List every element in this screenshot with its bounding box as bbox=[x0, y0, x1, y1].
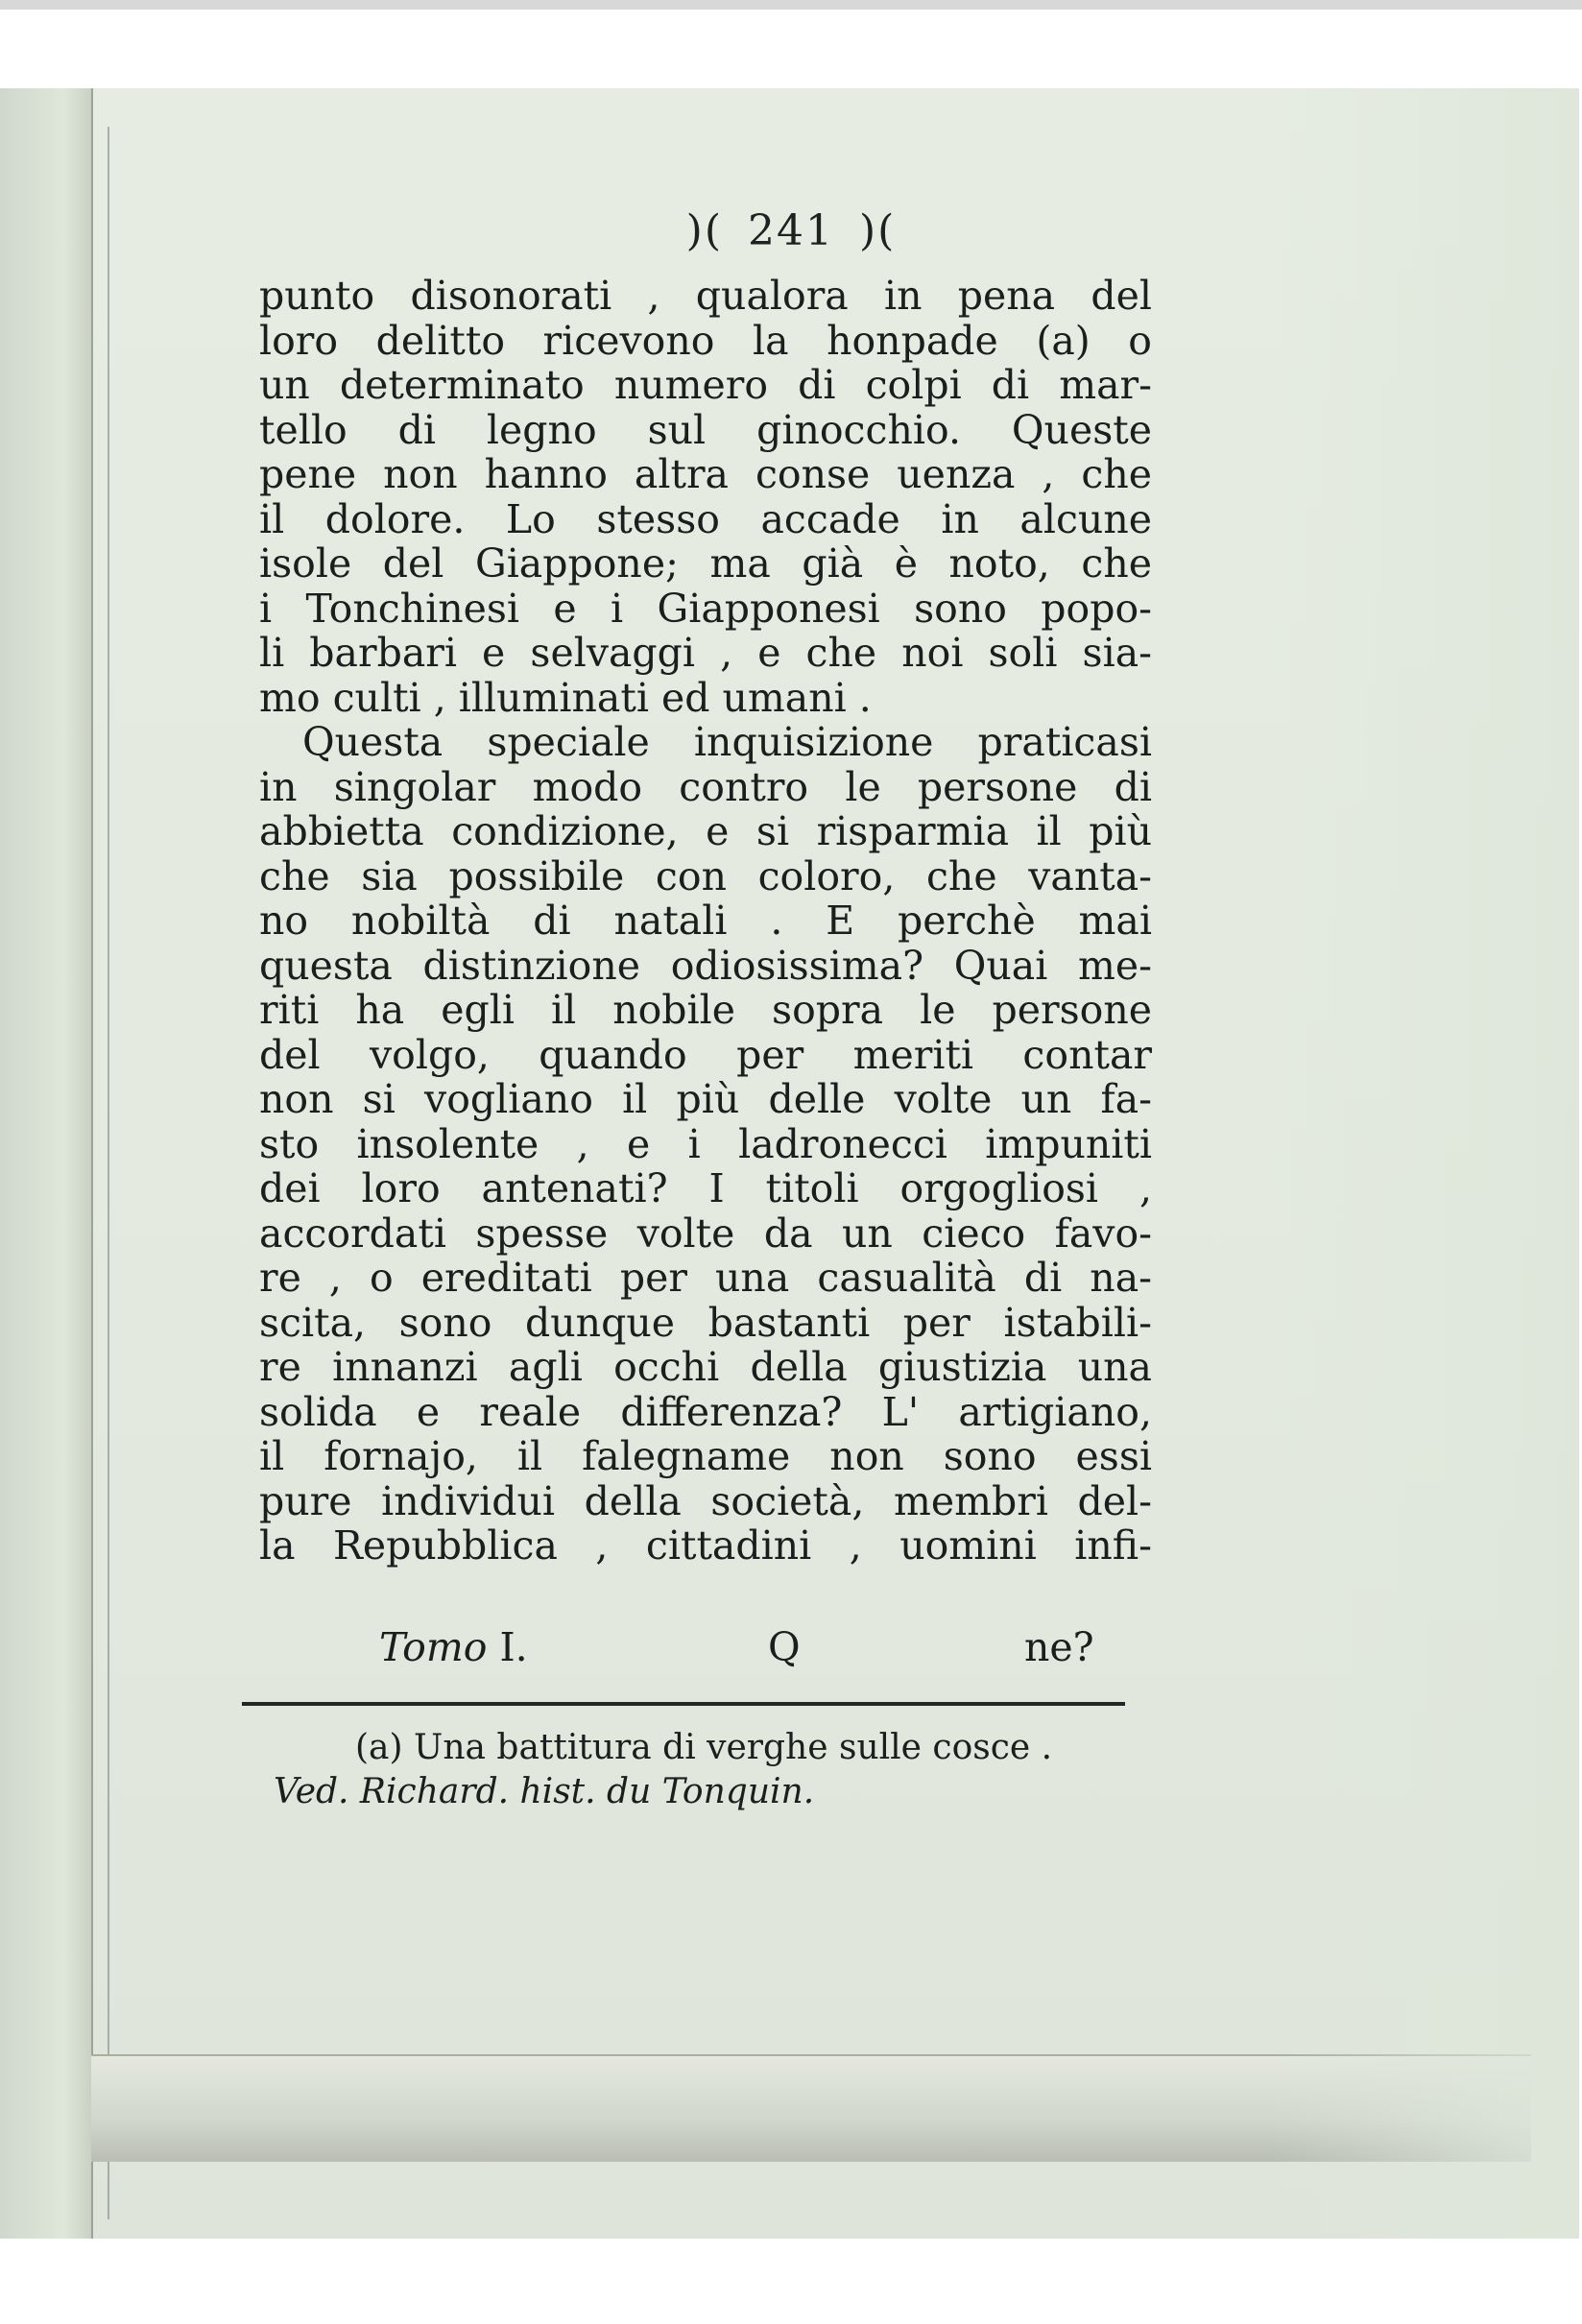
text-line: abbietta condizione, e si risparmia il più bbox=[259, 808, 1152, 854]
text-line: scita, sono dunque bastanti per istabili- bbox=[259, 1299, 1152, 1346]
text-line: il fornajo, il falegname non sono essi bbox=[259, 1433, 1152, 1479]
text-line: accordati spesse volte da un cieco favo- bbox=[259, 1210, 1152, 1257]
scan-bottom-margin bbox=[0, 2266, 1582, 2324]
text-line: un determinato numero di colpi di mar- bbox=[259, 362, 1152, 408]
page-number: 241 bbox=[748, 206, 834, 255]
text-line: la Repubblica , cittadini , uomini infi- bbox=[259, 1522, 1152, 1569]
text-line: dei loro antenati? I titoli orgogliosi , bbox=[259, 1165, 1152, 1211]
header-left-mark: )( bbox=[685, 206, 723, 255]
text-line: loro delitto ricevono la honpade (a) o bbox=[259, 317, 1152, 364]
footnote bbox=[274, 1726, 1138, 1814]
left-binding-edge bbox=[0, 88, 93, 2239]
header-right-mark: )( bbox=[858, 206, 897, 255]
text-line: il dolore. Lo stesso accade in alcune bbox=[259, 495, 1152, 542]
paragraph-end-line: mo culti , illuminati ed umani . bbox=[259, 674, 872, 721]
page-right-fade bbox=[1272, 88, 1579, 2239]
text-line: i Tonchinesi e i Giapponesi sono popo- bbox=[259, 585, 1152, 632]
text-line: non si vogliano il più delle volte un fa- bbox=[259, 1076, 1152, 1122]
text-line: pene non hanno altra conse uenza , che bbox=[259, 451, 1152, 497]
text-line: questa distinzione odiosissima? Quai me- bbox=[259, 942, 1152, 989]
text-line: in singolar modo contro le persone di bbox=[259, 763, 1152, 810]
text-line: isole del Giappone; ma già è noto, che bbox=[259, 540, 1152, 587]
gathering-mark: Q bbox=[768, 1624, 801, 1670]
body-text bbox=[259, 274, 1152, 1569]
signature-tomo: Tomo bbox=[379, 1624, 488, 1670]
text-line: tello di legno sul ginocchio. Queste bbox=[259, 406, 1152, 453]
text-line: li barbari e selvaggi , e che noi soli sia- bbox=[259, 630, 1152, 676]
text-line: riti ha egli il nobile sopra le persone bbox=[259, 987, 1152, 1033]
running-header bbox=[0, 206, 1582, 255]
spine-crease bbox=[108, 127, 109, 2219]
text-line: solida e reale differenza? L' artigiano, bbox=[259, 1388, 1152, 1435]
footnote-reference: Ved. Richard. hist. du Tonquin. bbox=[274, 1772, 815, 1811]
text-line: che sia possibile con coloro, che vanta- bbox=[259, 852, 1152, 899]
text-line: punto disonorati , qualora in pena del bbox=[259, 273, 1152, 319]
text-line: re innanzi agli occhi della giustizia una bbox=[259, 1344, 1152, 1390]
signature-volume: I. bbox=[499, 1624, 528, 1670]
text-line: no nobiltà di natali . E perchè mai bbox=[259, 898, 1152, 944]
volume-signature bbox=[379, 1624, 528, 1670]
catchword: ne? bbox=[1024, 1624, 1094, 1670]
text-line: sto insolente , e i ladronecci impuniti bbox=[259, 1120, 1152, 1167]
footnote-rule bbox=[242, 1702, 1125, 1706]
text-line: pure individui della società, membri del- bbox=[259, 1477, 1152, 1524]
footnote-text: (a) Una battitura di verghe sulle cosce . bbox=[355, 1728, 1053, 1767]
text-line: re , o ereditati per una casualità di na- bbox=[259, 1255, 1152, 1301]
scan-top-border bbox=[0, 0, 1582, 10]
text-line: del volgo, quando per meriti contar bbox=[259, 1031, 1152, 1078]
paragraph-start-line: Questa speciale inquisizione praticasi bbox=[302, 719, 1152, 765]
